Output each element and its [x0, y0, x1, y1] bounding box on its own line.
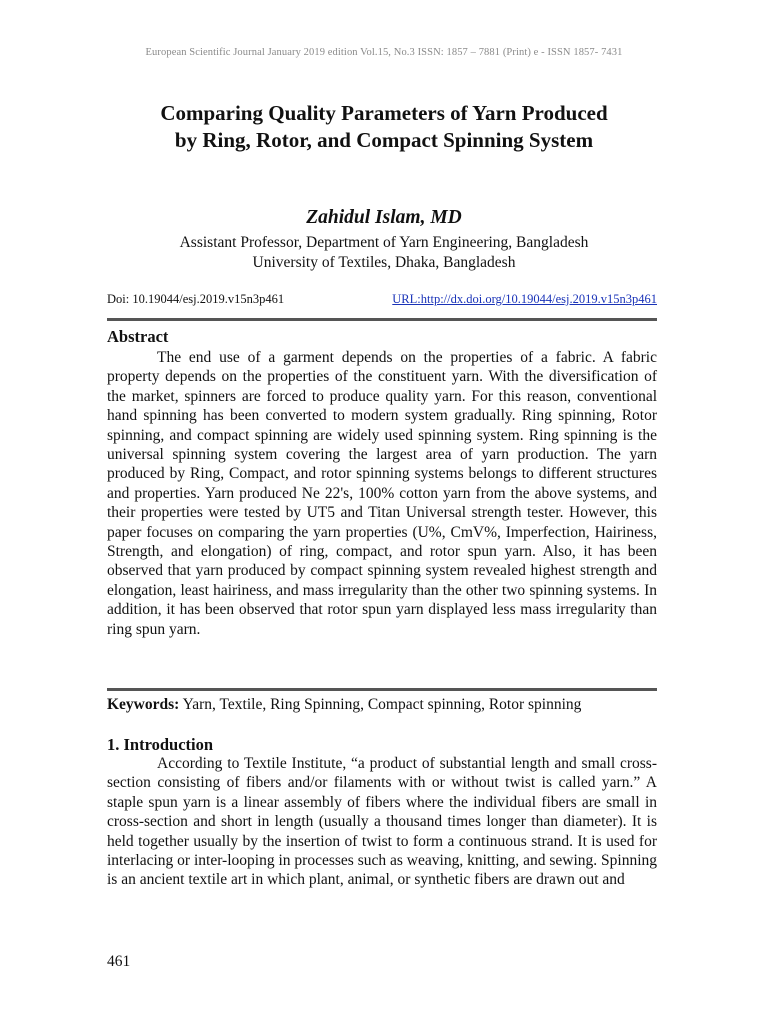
abstract-heading: Abstract — [107, 327, 169, 346]
journal-header: European Scientific Journal January 2019 edition Vol.15, No.3 ISSN: 1857 – 7881 (Print) e - ISSN 1857- 7431 — [145, 47, 623, 58]
keywords-text: Yarn, Textile, Ring Spinning, Compact spinning, Rotor spinning — [179, 696, 582, 713]
affiliation-line-1: Assistant Professor, Department of Yarn Engineering, Bangladesh — [179, 234, 589, 251]
keywords-label: Keywords: — [107, 696, 180, 713]
title-line-1: Comparing Quality Parameters of Yarn Produced — [160, 101, 608, 125]
doi-text: Doi: 10.19044/esj.2019.v15n3p461 — [107, 292, 285, 306]
paper-title — [60, 100, 708, 154]
introduction-text: According to Textile Institute, “a product of substantial length and small cross-section consisting of fibers and/or filaments with or without twist is called yarn.” A staple spun yarn is a linear assembly of fibers where the individual fibers are small in cross-section and short in length (usually a thousand times longer than diameter). It is held together usually by the insertion of twist to form a continuous strand. It is used for interlacing or inter-looping in processes such as weaving, knitting, and sewing. Spinning is an ancient textile art in which plant, animal, or synthetic fibers are drawn out and — [107, 755, 657, 889]
doi-url-link[interactable]: URL:http://dx.doi.org/10.19044/esj.2019.v15n3p461 — [392, 292, 657, 306]
abstract-bottom-rule — [107, 688, 657, 691]
affiliation-line-2: University of Textiles, Dhaka, Bangladesh — [252, 254, 516, 271]
author-name: Zahidul Islam, MD — [306, 207, 462, 228]
introduction-heading: 1. Introduction — [107, 735, 214, 754]
page-number: 461 — [107, 953, 131, 970]
keywords-line — [107, 696, 667, 714]
title-line-2: by Ring, Rotor, and Compact Spinning System — [174, 128, 594, 152]
abstract-top-rule — [107, 318, 657, 321]
abstract-text: The end use of a garment depends on the properties of a fabric. A fabric property depends on the properties of the constituent yarn. With the diversification of the market, spinners are forced to produce quality yarn. For this reason, conventional hand spinning has been converted to modern system gradually. Ring spinning, Rotor spinning, and compact spinning are widely used spinning system. Ring spinning is the universal spinning system covering the largest area of yarn production. The yarn produced by Ring, Compact, and rotor spinning systems belongs to different structures and properties. Yarn produced Ne 22's, 100% cotton yarn from the above systems, and their properties were tested by UT5 and Titan Universal strength tester. However, this paper focuses on comparing the yarn properties (U%, CmV%, Imperfection, Hairiness, Strength, and elongation) of ring, compact, and rotor spun yarn. Also, it has been observed that yarn produced by compact spinning system revealed highest strength and elongation, least hairiness, and mass irregularity than the other two spinning systems. In addition, it has been observed that rotor spun yarn displayed less mass irregularity than ring spun yarn. — [107, 349, 657, 638]
